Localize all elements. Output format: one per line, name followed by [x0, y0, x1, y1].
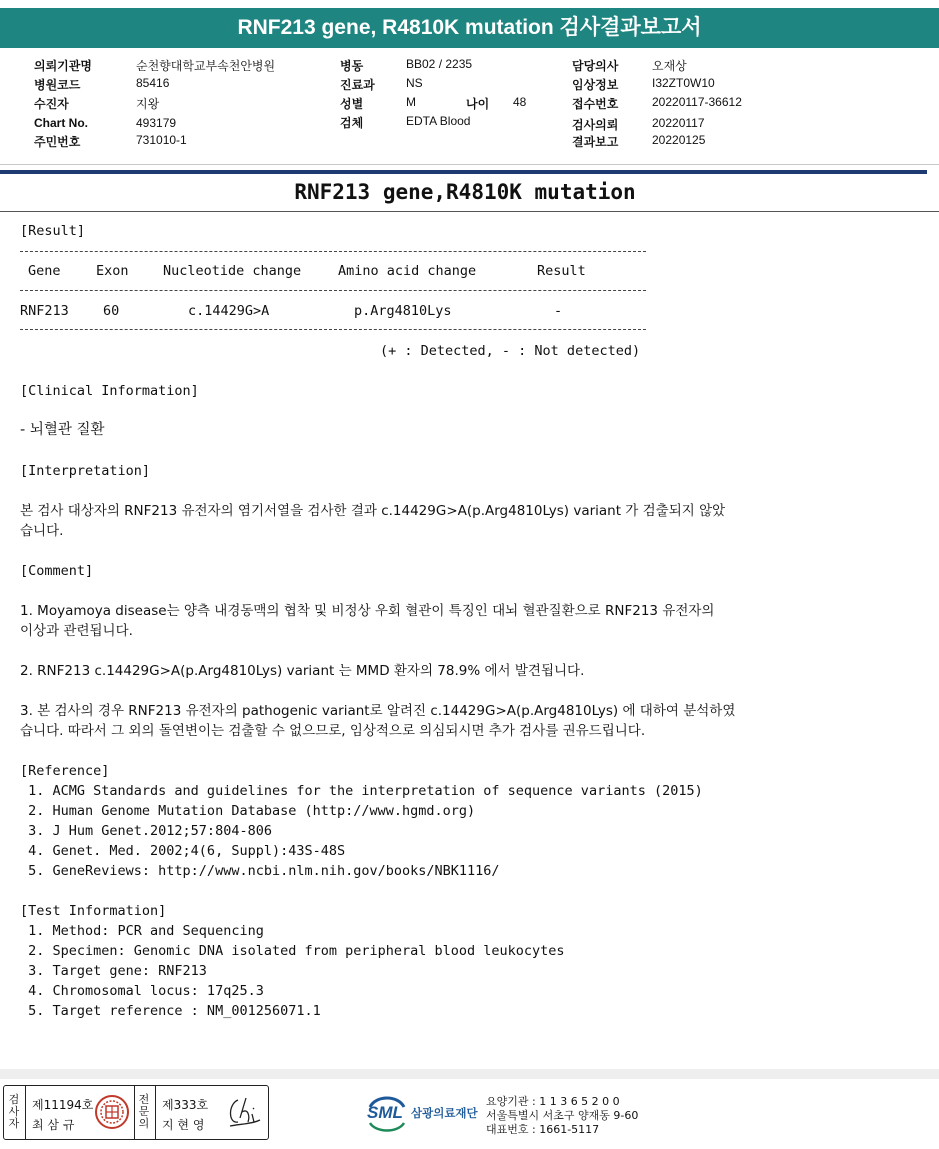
cell-nucleotide: c.14429G>A: [188, 303, 270, 319]
table-rule: [20, 290, 646, 291]
info-accession-value: 20220117-36612: [652, 95, 742, 109]
report-header-title: RNF213 gene, R4810K mutation 검사결과보고서: [237, 16, 702, 39]
interpretation-line1: 본 검사 대상자의 RNF213 유전자의 염기서열을 검사한 결과 c.14429G>A(p.Arg4810Lys) variant 가 검출되지 않았: [20, 503, 726, 519]
cell-gene: RNF213: [20, 303, 69, 319]
info-specimen-value: EDTA Blood: [406, 114, 471, 128]
interpretation-line2: 습니다.: [20, 523, 64, 539]
institution-code: 요양기관 : 1 1 3 6 5 2 0 0: [486, 1095, 620, 1108]
info-department-value: NS: [406, 76, 423, 90]
comment3-line1: 3. 본 검사의 경우 RNF213 유전자의 pathogenic variant로 알려진 c.14429G>A(p.Arg4810Lys) 에 대하여 분석하였: [20, 703, 736, 719]
col-header-result: Result: [537, 263, 586, 279]
org-name: 삼광의료재단: [411, 1106, 478, 1120]
test-info-item: 4. Chromosomal locus: 17q25.3: [20, 983, 264, 999]
reference-item: 1. ACMG Standards and guidelines for the interpretation of sequence variants (2015): [20, 783, 703, 799]
info-request-date-value: 20220117: [652, 116, 705, 130]
clinical-text: - 뇌혈관 질환: [20, 422, 105, 438]
cell-amino: p.Arg4810Lys: [354, 303, 452, 319]
info-chart-no: Chart No.: [34, 116, 88, 130]
info-patient-value: 지왕: [136, 97, 160, 111]
info-doctor: 담당의사: [572, 59, 619, 73]
result-legend: (+ : Detected, - : Not detected): [380, 343, 641, 359]
col-header-nucleotide: Nucleotide change: [163, 263, 302, 279]
comment3-line2: 습니다. 따라서 그 외의 돌연변이는 검출할 수 없으므로, 임상적으로 의심되시면 추가 검사를 권유드립니다.: [20, 723, 646, 739]
clinical-heading: [Clinical Information]: [20, 383, 199, 399]
table-rule: [20, 251, 646, 252]
info-report-date: 결과보고: [572, 135, 619, 149]
test-info-heading: [Test Information]: [20, 903, 167, 919]
info-resident-no-value: 731010-1: [136, 133, 187, 147]
specialist-name: 지 현 영: [162, 1118, 205, 1132]
address: 서울특별시 서초구 양재동 9-60: [486, 1109, 639, 1122]
info-requesting-institution: 의뢰기관명: [34, 59, 92, 73]
signature-box: [3, 1085, 269, 1140]
examiner-name: 최 삼 규: [32, 1118, 75, 1132]
footer-band: [0, 1069, 939, 1079]
info-clinical-value: I32ZT0W10: [652, 76, 715, 90]
info-hospital-code-value: 85416: [136, 76, 170, 90]
sml-logo: [366, 1093, 408, 1137]
examiner-vertical-label: 검 사 자: [8, 1093, 20, 1130]
comment-heading: [Comment]: [20, 563, 94, 579]
test-info-item: 5. Target reference : NM_001256071.1: [20, 1003, 321, 1019]
interpretation-heading: [Interpretation]: [20, 463, 151, 479]
signature-icon: [224, 1094, 264, 1130]
divider: [0, 211, 939, 212]
info-clinical: 임상정보: [572, 78, 619, 92]
specialist-vertical-label: 전 문 의: [138, 1093, 150, 1130]
col-header-gene: Gene: [28, 263, 61, 279]
report-title: RNF213 gene,R4810K mutation: [294, 180, 636, 204]
divider: [155, 1086, 156, 1139]
test-info-item: 3. Target gene: RNF213: [20, 963, 207, 979]
seal-stamp-icon: [94, 1094, 130, 1130]
divider: [25, 1086, 26, 1139]
info-age-value: 48: [513, 95, 527, 109]
divider: [0, 164, 939, 165]
cell-exon: 60: [103, 303, 120, 319]
col-header-exon: Exon: [96, 263, 129, 279]
info-age: 나이: [466, 97, 490, 111]
divider: [134, 1086, 135, 1139]
info-ward: 병동: [340, 59, 364, 73]
cell-result: -: [554, 303, 563, 319]
info-accession: 접수번호: [572, 97, 619, 111]
comment1-line1: 1. Moyamoya disease는 양측 내경동맥의 협착 및 비정상 우회 혈관이 특징인 대뇌 혈관질환으로 RNF213 유전자의: [20, 603, 715, 619]
info-department: 진료과: [340, 78, 375, 92]
info-ward-value: BB02 / 2235: [406, 57, 473, 71]
info-patient: 수진자: [34, 97, 69, 111]
comment2: 2. RNF213 c.14429G>A(p.Arg4810Lys) variant 는 MMD 환자의 78.9% 에서 발견됩니다.: [20, 663, 585, 679]
info-doctor-value: 오재상: [652, 59, 687, 73]
info-chart-no-value: 493179: [136, 116, 177, 130]
specialist-license-no: 제333호: [162, 1098, 209, 1112]
info-requesting-institution-value: 순천향대학교부속천안병원: [136, 59, 276, 73]
reference-item: 3. J Hum Genet.2012;57:804-806: [20, 823, 272, 839]
phone: 대표번호 : 1661-5117: [486, 1123, 600, 1136]
reference-item: 5. GeneReviews: http://www.ncbi.nlm.nih.gov/books/NBK1116/: [20, 863, 500, 879]
result-heading: [Result]: [20, 223, 86, 239]
table-rule: [20, 329, 646, 330]
info-specimen: 검체: [340, 116, 364, 130]
col-header-amino: Amino acid change: [338, 263, 477, 279]
info-resident-no: 주민번호: [34, 135, 81, 149]
info-hospital-code: 병원코드: [34, 78, 81, 92]
info-report-date-value: 20220125: [652, 133, 706, 147]
logo-text: SML: [367, 1103, 403, 1122]
title-rule: [0, 170, 927, 174]
reference-item: 4. Genet. Med. 2002;4(6, Suppl):43S-48S: [20, 843, 346, 859]
info-sex: 성별: [340, 97, 364, 111]
test-info-item: 2. Specimen: Genomic DNA isolated from peripheral blood leukocytes: [20, 943, 565, 959]
info-request-date: 검사의뢰: [572, 118, 619, 132]
reference-item: 2. Human Genome Mutation Database (http://www.hgmd.org): [20, 803, 476, 819]
examiner-license-no: 제11194호: [32, 1098, 94, 1112]
reference-heading: [Reference]: [20, 763, 110, 779]
info-sex-value: M: [406, 95, 416, 109]
test-info-item: 1. Method: PCR and Sequencing: [20, 923, 264, 939]
comment1-line2: 이상과 관련됩니다.: [20, 623, 133, 639]
